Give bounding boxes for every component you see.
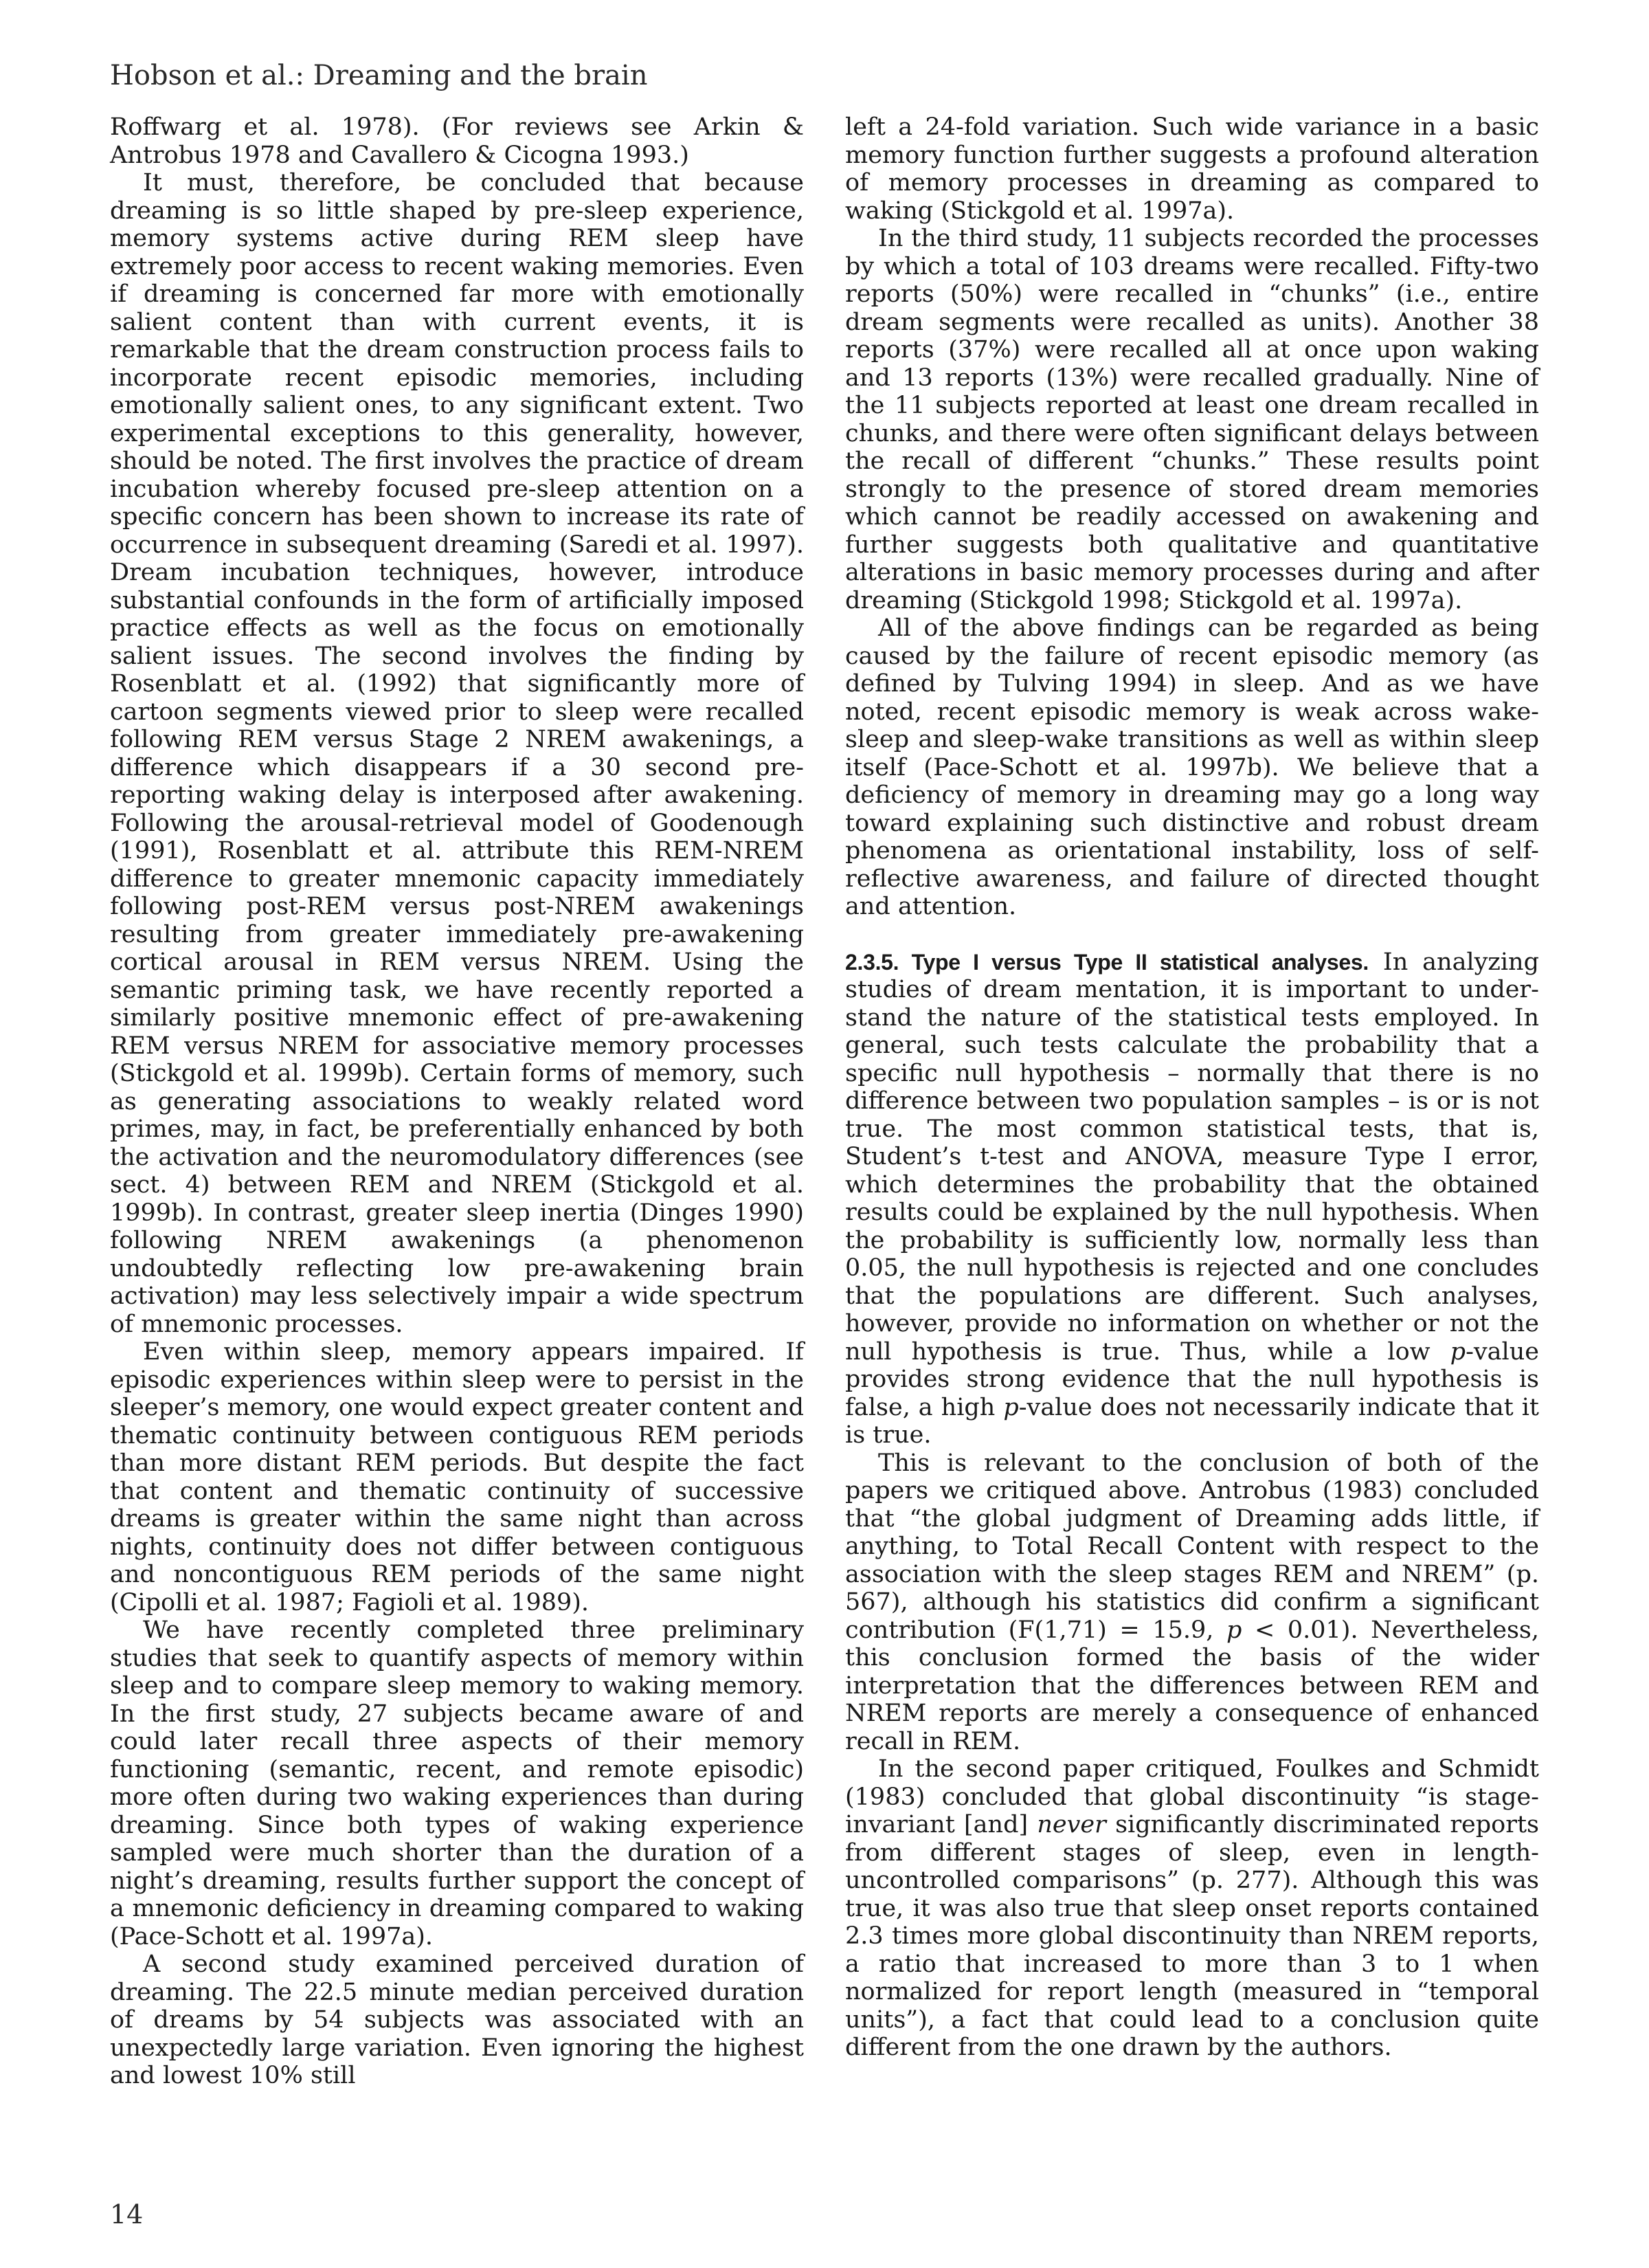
- paragraph: A second study examined perceived duration of dreaming. The 22.5 minute median perceived duration of dreams by 54 subjects was associated with an unexpectedly large variation. Even ignoring the highest and lowest 10% still: [110, 1950, 804, 2089]
- right-column: [845, 113, 1539, 2062]
- text-run: In analyzing studies of dream mentation, it is important to understand the nature of the statistical tests employed. In general, such tests calculate the probability that a specific null hypothesis – normally that there is no difference between two population samples – is or is not true. The most common statistical tests, that is, Student’s t-test and ANOVA, measure Type I error, which determines the probability that the obtained results could be explained by the null hypothesis. When the probability is sufficiently low, normally less than 0.05, the null hypothesis is rejected and one concludes that the populations are different. Such analyses, however, provide no information on whether or not the null hypothesis is true. Thus, while a low: [845, 948, 1539, 1366]
- paragraph: left a 24-fold variation. Such wide variance in a basic memory function further suggests a profound alteration of memory processes in dreaming as compared to waking (Stickgold et al. 1997a).: [845, 113, 1539, 225]
- text-run: In the second paper critiqued, Foulkes and Schmidt (1983) concluded that global discontinuity “is stage-invariant [and]: [845, 1755, 1539, 1838]
- text-run: significantly discriminated reports from different stages of sleep, even in length-uncontrolled comparisons” (p. 277). Although this was true, it was also true that sleep onset reports contained 2.3 times more global discontinuity than NREM reports, a ratio that increased to more than 3 to 1 when normalized for report length (measured in “temporal units”), a fact that could lead to a conclusion quite different from the one drawn by the authors.: [845, 1811, 1539, 2061]
- section-paragraph: [845, 948, 1539, 1449]
- paragraph: It must, therefore, be concluded that because dreaming is so little shaped by pre-sleep experience, memory systems active during REM sleep have extremely poor access to recent waking memories. Even if dreaming is concerned far more with emotionally salient content than with current events, it is remarkable that the dream construction process fails to incorporate recent episodic memories, including emotionally salient ones, to any significant extent. Two experimental exceptions to this generality, however, should be noted. The first involves the practice of dream incubation whereby focused pre-sleep attention on a specific concern has been shown to increase its rate of occurrence in subsequent dreaming (Saredi et al. 1997). Dream incubation techniques, however, introduce substantial confounds in the form of artificially imposed practice effects as well as the focus on emotionally salient issues. The second involves the finding by Rosenblatt et al. (1992) that significantly more of cartoon segments viewed prior to sleep were recalled following REM versus Stage 2 NREM awakenings, a difference which disappears if a 30 second pre-reporting waking delay is interposed after awakening. Following the arousal-retrieval model of Goodenough (1991), Rosenblatt et al. attribute this REM-NREM difference to greater mnemonic capacity immediately following post-REM versus post-NREM awakenings resulting from greater immediately pre-awakening cortical arousal in REM versus NREM. Using the semantic priming task, we have recently reported a similarly positive mnemonic effect of pre-awakening REM versus NREM for associative memory processes (Stickgold et al. 1999b). Certain forms of memory, such as generating associations to weakly related word primes, may, in fact, be preferentially enhanced by both the activation and the neuromodulatory differences (see sect. 4) between REM and NREM (Stickgold et al. 1999b). In contrast, greater sleep inertia (Dinges 1990) following NREM awakenings (a phenomenon undoubtedly reflecting low pre-awakening brain activation) may less selectively impair a wide spectrum of mnemonic processes.: [110, 169, 804, 1338]
- italic-never: never: [1037, 1811, 1106, 1838]
- italic-p: p: [1003, 1393, 1019, 1421]
- paragraph: [845, 1755, 1539, 2062]
- italic-p: p: [1450, 1337, 1466, 1366]
- paragraph: All of the above findings can be regarded as being caused by the failure of recent episodic memory (as defined by Tulving 1994) in sleep. And as we have noted, recent episodic memory is weak across wake-sleep and sleep-wake transitions as well as within sleep itself (Pace-Schott et al. 1997b). We believe that a deficiency of memory in dreaming may go a long way toward explaining such distinctive and robust dream phenomena as orientational instability, loss of self-reflective awareness, and failure of directed thought and attention.: [845, 614, 1539, 920]
- left-column: [110, 113, 804, 2090]
- paragraph: Roffwarg et al. 1978). (For reviews see Arkin & Antrobus 1978 and Cavallero & Cicogna 1993.): [110, 113, 804, 169]
- running-header: Hobson et al.: Dreaming and the brain: [110, 60, 648, 91]
- section-heading: 2.3.5. Type I versus Type II statistical analyses.: [845, 949, 1369, 975]
- text-run: This is relevant to the conclusion of both of the papers we critiqued above. Antrobus (1983) concluded that “the global judgment of Dreaming adds little, if anything, to Total Recall Content with respect to the association with the sleep stages REM and NREM” (p. 567), although his statistics did confirm a significant contribution (F(1,71) = 15.9,: [845, 1449, 1539, 1644]
- text-run: -value does not necessarily indicate that it is true.: [845, 1393, 1539, 1449]
- paragraph: We have recently completed three preliminary studies that seek to quantify aspects of memory within sleep and to compare sleep memory to waking memory. In the first study, 27 subjects became aware of and could later recall three aspects of their memory functioning (semantic, recent, and remote episodic) more often during two waking experiences than during dreaming. Since both types of waking experience sampled were much shorter than the duration of a night’s dreaming, results further support the concept of a mnemonic deficiency in dreaming compared to waking (Pace-Schott et al. 1997a).: [110, 1616, 804, 1950]
- text-run: < 0.01). Nevertheless, this conclusion formed the basis of the wider interpretation that the differences between REM and NREM reports are merely a consequence of enhanced recall in REM.: [845, 1616, 1539, 1755]
- paragraph: Even within sleep, memory appears impaired. If episodic experiences within sleep were to persist in the sleeper’s memory, one would expect greater content and thematic continuity between contiguous REM periods than more distant REM periods. But despite the fact that content and thematic continuity of successive dreams is greater within the same night than across nights, continuity does not differ between contiguous and noncontiguous REM periods of the same night (Cipolli et al. 1987; Fagioli et al. 1989).: [110, 1338, 804, 1616]
- paragraph: [845, 1449, 1539, 1756]
- italic-p: p: [1226, 1616, 1242, 1644]
- paragraph: In the third study, 11 subjects recorded the processes by which a total of 103 dreams were recalled. Fifty-two reports (50%) were recalled in “chunks” (i.e., entire dream segments were recalled as units). Another 38 reports (37%) were recalled all at once upon waking and 13 reports (13%) were recalled gradually. Nine of the 11 subjects reported at least one dream recalled in chunks, and there were often significant delays between the recall of different “chunks.” These results point strongly to the presence of stored dream memories which cannot be readily accessed on awakening and further suggests both qualitative and quantitative alterations in basic memory processes during and after dreaming (Stickgold 1998; Stickgold et al. 1997a).: [845, 225, 1539, 614]
- text-run: -value provides strong evidence that the null hypothesis is false, a high: [845, 1337, 1539, 1421]
- page-number: 14: [110, 2199, 144, 2230]
